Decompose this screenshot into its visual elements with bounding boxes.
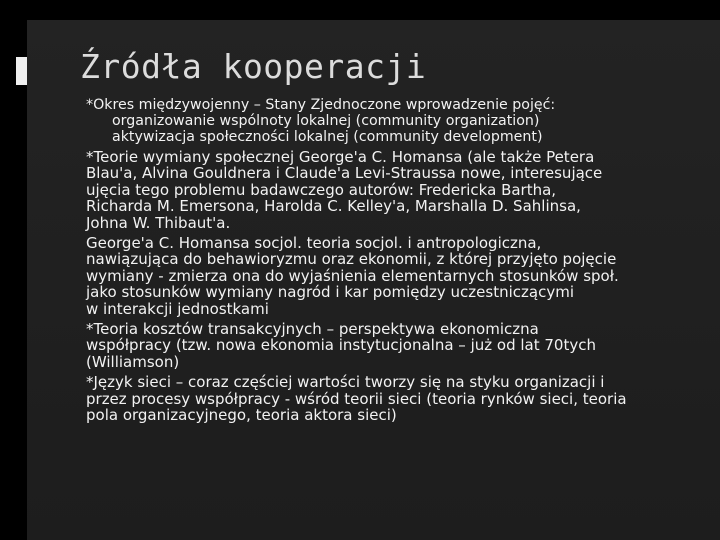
text-line: *Okres międzywojenny – Stany Zjednoczone wprowadzenie pojęć: [86, 97, 556, 113]
text-line: ujęcia tego problemu badawczego autorów: Fredericka Bartha, [86, 180, 557, 199]
paragraph-homans [86, 235, 686, 317]
text-line: jako stosunków wymiany nagród i kar pomiędzy uczestniczącymi [86, 283, 574, 302]
text-line: *Teoria kosztów transakcyjnych – perspektywa ekonomiczna [86, 320, 539, 339]
text-line: pola organizacyjnego, teoria aktora sieci) [86, 406, 397, 425]
text-line: przez procesy współpracy - wśród teorii sieci (teoria rynków sieci, teoria [86, 389, 627, 408]
text-line: w interakcji jednostkami [86, 299, 269, 318]
text-line: *Język sieci – coraz częściej wartości tworzy się na styku organizacji i [86, 373, 605, 392]
text-line: współpracy (tzw. nowa ekonomia instytucjonalna – już od lat 70tych [86, 336, 596, 355]
text-line: aktywizacja społeczności lokalnej (community development) [112, 129, 543, 145]
text-line: wymiany - zmierza ona do wyjaśnienia elementarnych stosunków społ. [86, 266, 619, 285]
slide-body [86, 97, 686, 424]
text-line: George'a C. Homansa socjol. teoria socjol. i antropologiczna, [86, 234, 542, 253]
paragraph-interwar [86, 97, 686, 145]
slide-title: Źródła kooperacji [80, 47, 427, 86]
text-line: Blau'a, Alvina Gouldnera i Claude'a Levi-Straussa nowe, interesujące [86, 164, 603, 183]
paragraph-social-exchange [86, 149, 686, 231]
text-line: organizowanie wspólnoty lokalnej (community organization) [112, 113, 540, 129]
text-line: nawiązująca do behawioryzmu oraz ekonomii, z której przyjęto pojęcie [86, 250, 617, 269]
text-line: Johna W. Thibaut'a. [86, 213, 231, 232]
text-line: Richarda M. Emersona, Harolda C. Kelley'a, Marshalla D. Sahlinsa, [86, 197, 581, 216]
text-line: *Teorie wymiany społecznej George'a C. Homansa (ale także Petera [86, 148, 595, 166]
paragraph-transaction-costs [86, 321, 686, 370]
paragraph-network-language [86, 374, 686, 423]
title-accent-bar [16, 57, 27, 85]
text-line: (Williamson) [86, 352, 180, 371]
